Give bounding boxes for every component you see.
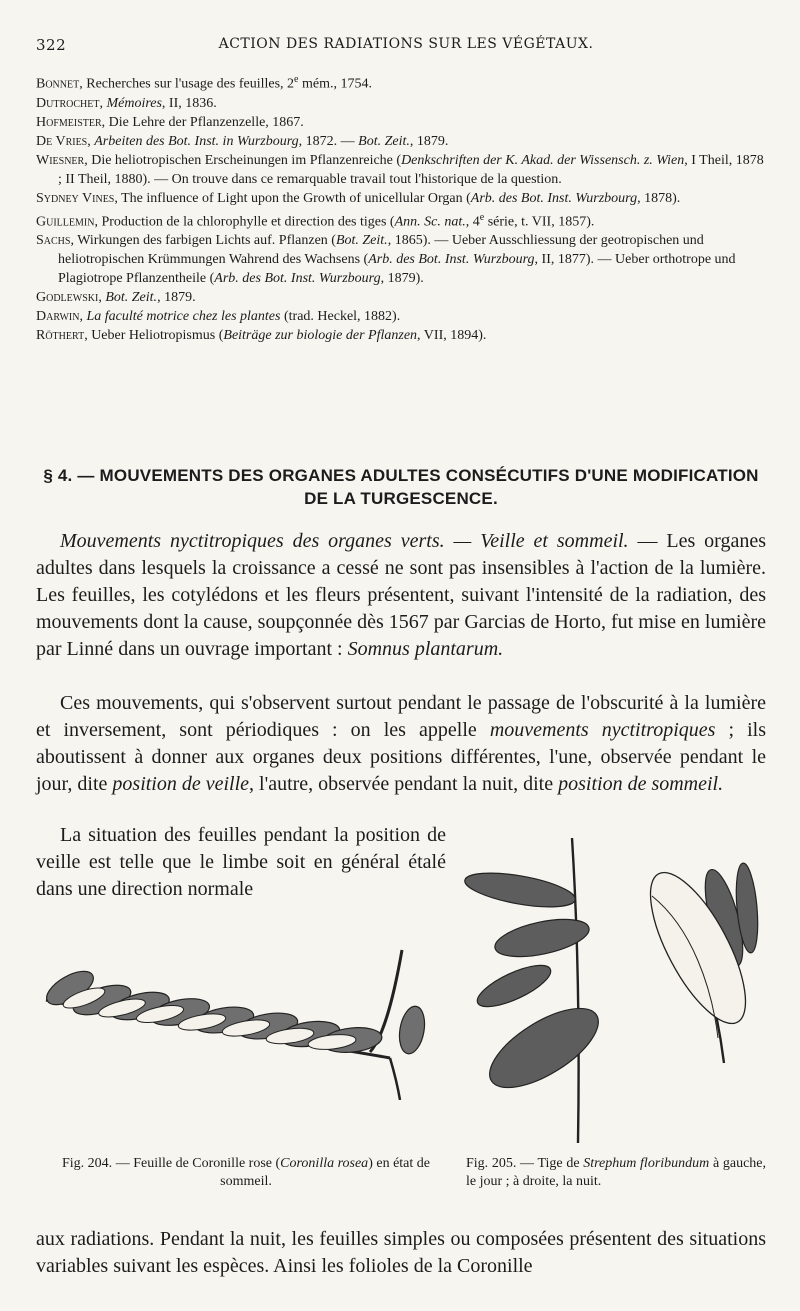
figure-205-strephum-stem <box>462 838 762 1148</box>
reference-author: Dutrochet <box>36 95 100 111</box>
running-title: ACTION DES RADIATIONS SUR LES VÉGÉTAUX. <box>218 36 594 52</box>
paragraph-leaf-position: La situation des feuilles pendant la position de veille est telle que le limbe soit en général étalé dans une direction normale <box>36 824 446 900</box>
reference-text: Bot. Zeit. <box>358 133 410 149</box>
reference-author: De Vries <box>36 133 88 149</box>
reference-author: Röthert <box>36 328 85 344</box>
reference-author: Bonnet <box>36 76 80 92</box>
reference-text: Bot. Zeit. <box>335 233 388 249</box>
caption-text: ) en état de sommeil. <box>220 1156 430 1189</box>
running-header <box>36 36 776 58</box>
bibliography-list <box>36 70 766 345</box>
reference-text: , 1878). <box>637 190 681 206</box>
caption-species: Strephum floribundum <box>583 1156 710 1171</box>
figure-label: Fig. 204. <box>62 1156 113 1171</box>
reference-entry <box>36 307 766 326</box>
paragraph-night-position: aux radiations. Pendant la nuit, les feuilles simples ou composées présentent des situations variables suivant les espèces. Ainsi les folioles de la Coronille <box>36 1228 766 1277</box>
reference-author: Darwin <box>36 309 80 325</box>
reference-text: (trad. Heckel, 1882). <box>280 309 401 325</box>
term-italic: mouvements nyctitropiques <box>489 719 716 741</box>
reference-text: , Production de la chlorophylle et direction des tiges ( <box>94 214 395 230</box>
paragraph-text: Ces mouvements, qui s'observent surtout pendant le passage de l'obscurité à la lumière et inversement, sont périodiques : on les appelle <box>36 692 766 741</box>
reference-text: Denkschriften der K. Akad. der Wissensch. z. Wien <box>401 152 685 168</box>
reference-text: , 1865). — Ueber Ausschliessung der geotropischen und heliotropischen Krümmungen Wahrend des Wachsens ( <box>58 233 704 268</box>
reference-text: Ann. Sc. nat. <box>394 214 466 230</box>
term-italic: position de veille <box>112 773 250 795</box>
figure-205-caption <box>466 1155 766 1191</box>
reference-text: , II, 1836. <box>161 95 217 111</box>
reference-author: Guillemin <box>36 214 95 230</box>
reference-text: , <box>87 133 95 149</box>
reference-entry <box>36 151 766 189</box>
reference-text: , Die heliotropischen Erscheinungen im Pflanzenreiche ( <box>84 152 402 168</box>
caption-text: — Feuille de Coronille rose ( <box>112 1156 281 1171</box>
reference-text: , The influence of Light upon the Growth of unicellular Organ ( <box>114 190 471 206</box>
reference-text: Arb. des Bot. Inst. Wurzbourg <box>214 271 381 287</box>
page-number: 322 <box>36 36 67 54</box>
reference-text: Arb. des Bot. Inst. Wurzbourg <box>368 252 535 268</box>
reference-text: , Wirkungen des farbigen Lichts auf. Pflanzen ( <box>70 233 336 249</box>
figure-label: Fig. 205. <box>466 1156 517 1171</box>
reference-author: Hofmeister <box>36 114 102 130</box>
caption-text: à gauche, le jour ; à droite, la nuit. <box>466 1156 766 1189</box>
reference-entry <box>36 113 766 132</box>
reference-entry <box>36 326 766 345</box>
reference-text: La faculté motrice chez les plantes <box>86 309 281 325</box>
reference-text: , II, 1877). — Ueber orthotrope und Plagiotrope Pflanzentheile ( <box>58 252 736 287</box>
reference-text: , Recherches sur l'usage des feuilles, 2 <box>79 76 295 92</box>
reference-text: , <box>98 290 106 306</box>
figure-204-coronilla-leaf <box>40 940 440 1100</box>
paragraph-nyctitropic <box>36 528 766 663</box>
reference-author: Sachs <box>36 233 71 249</box>
reference-text: Arb. des Bot. Inst. Wurzbourg <box>470 190 638 206</box>
caption-species: Coronilla rosea <box>280 1156 369 1171</box>
reference-text: Mémoires <box>106 95 162 111</box>
reference-text: série, t. VII, 1857). <box>484 214 595 230</box>
reference-entry <box>36 94 766 113</box>
reference-author: Godlewski <box>36 290 99 306</box>
reference-entry <box>36 208 766 232</box>
reference-author: Wiesner <box>36 152 85 168</box>
paragraph-periodic-movements <box>36 690 766 798</box>
book-title-italic: Somnus plantarum. <box>347 638 504 660</box>
reference-entry <box>36 70 766 94</box>
section-heading: § 4. — MOUVEMENTS DES ORGANES ADULTES CONSÉCUTIFS D'UNE MODIFICATION DE LA TURGESCENCE. <box>43 466 759 508</box>
reference-text: , Die Lehre der Pflanzenzelle, 1867. <box>101 114 304 130</box>
reference-text: , <box>99 95 107 111</box>
paragraph-text: , l'autre, observée pendant la nuit, dite <box>249 773 559 795</box>
reference-text: , <box>79 309 87 325</box>
reference-text: Bot. Zeit. <box>105 290 158 306</box>
caption-text: — Tige de <box>516 1156 584 1171</box>
reference-text: , 1879). <box>380 271 424 287</box>
reference-text: e <box>479 211 485 223</box>
reference-entry <box>36 132 766 151</box>
reference-entry <box>36 231 766 288</box>
reference-text: , 1879. <box>157 290 196 306</box>
reference-text: , 1879. <box>409 133 449 149</box>
reference-author: Sydney Vines <box>36 190 115 206</box>
paragraph-text: ; ils aboutissent à donner aux organes deux positions différentes, l'une, observée pendant le jour, dite <box>36 719 766 795</box>
reference-text: , 1872. — <box>298 133 359 149</box>
reference-text: , I Theil, 1878 ; II Theil, 1880). — On trouve dans ce remarquable travail tout l'historique de la question. <box>58 152 764 187</box>
reference-text: mém., 1754. <box>298 76 372 92</box>
reference-entry <box>36 288 766 307</box>
reference-text: e <box>294 74 299 85</box>
paragraph-lead-italic: Mouvements nyctitropiques des organes verts. — Veille et sommeil. <box>60 530 629 552</box>
paragraph-text: — Les organes adultes dans lesquels la croissance a cessé ne sont pas insensibles à l'action de la lumière. Les feuilles, les cotylédons et les fleurs présentent, suivant l'intensité de la radiation, des mouvements dont la cause, soupçonnée dès 1567 par Garcias de Horto, fut mise en lumière par Linné dans un ouvrage important : <box>36 530 766 660</box>
reference-text: Arbeiten des Bot. Inst. in Wurzbourg <box>94 133 299 149</box>
figure-204-caption <box>36 1155 456 1191</box>
reference-text: , VII, 1894). <box>417 328 487 344</box>
term-italic: position de sommeil. <box>558 773 724 795</box>
reference-text: , 4 <box>465 214 480 230</box>
reference-text: Beiträge zur biologie der Pflanzen <box>223 328 418 344</box>
reference-entry <box>36 189 766 208</box>
reference-text: , Ueber Heliotropismus ( <box>84 328 224 344</box>
